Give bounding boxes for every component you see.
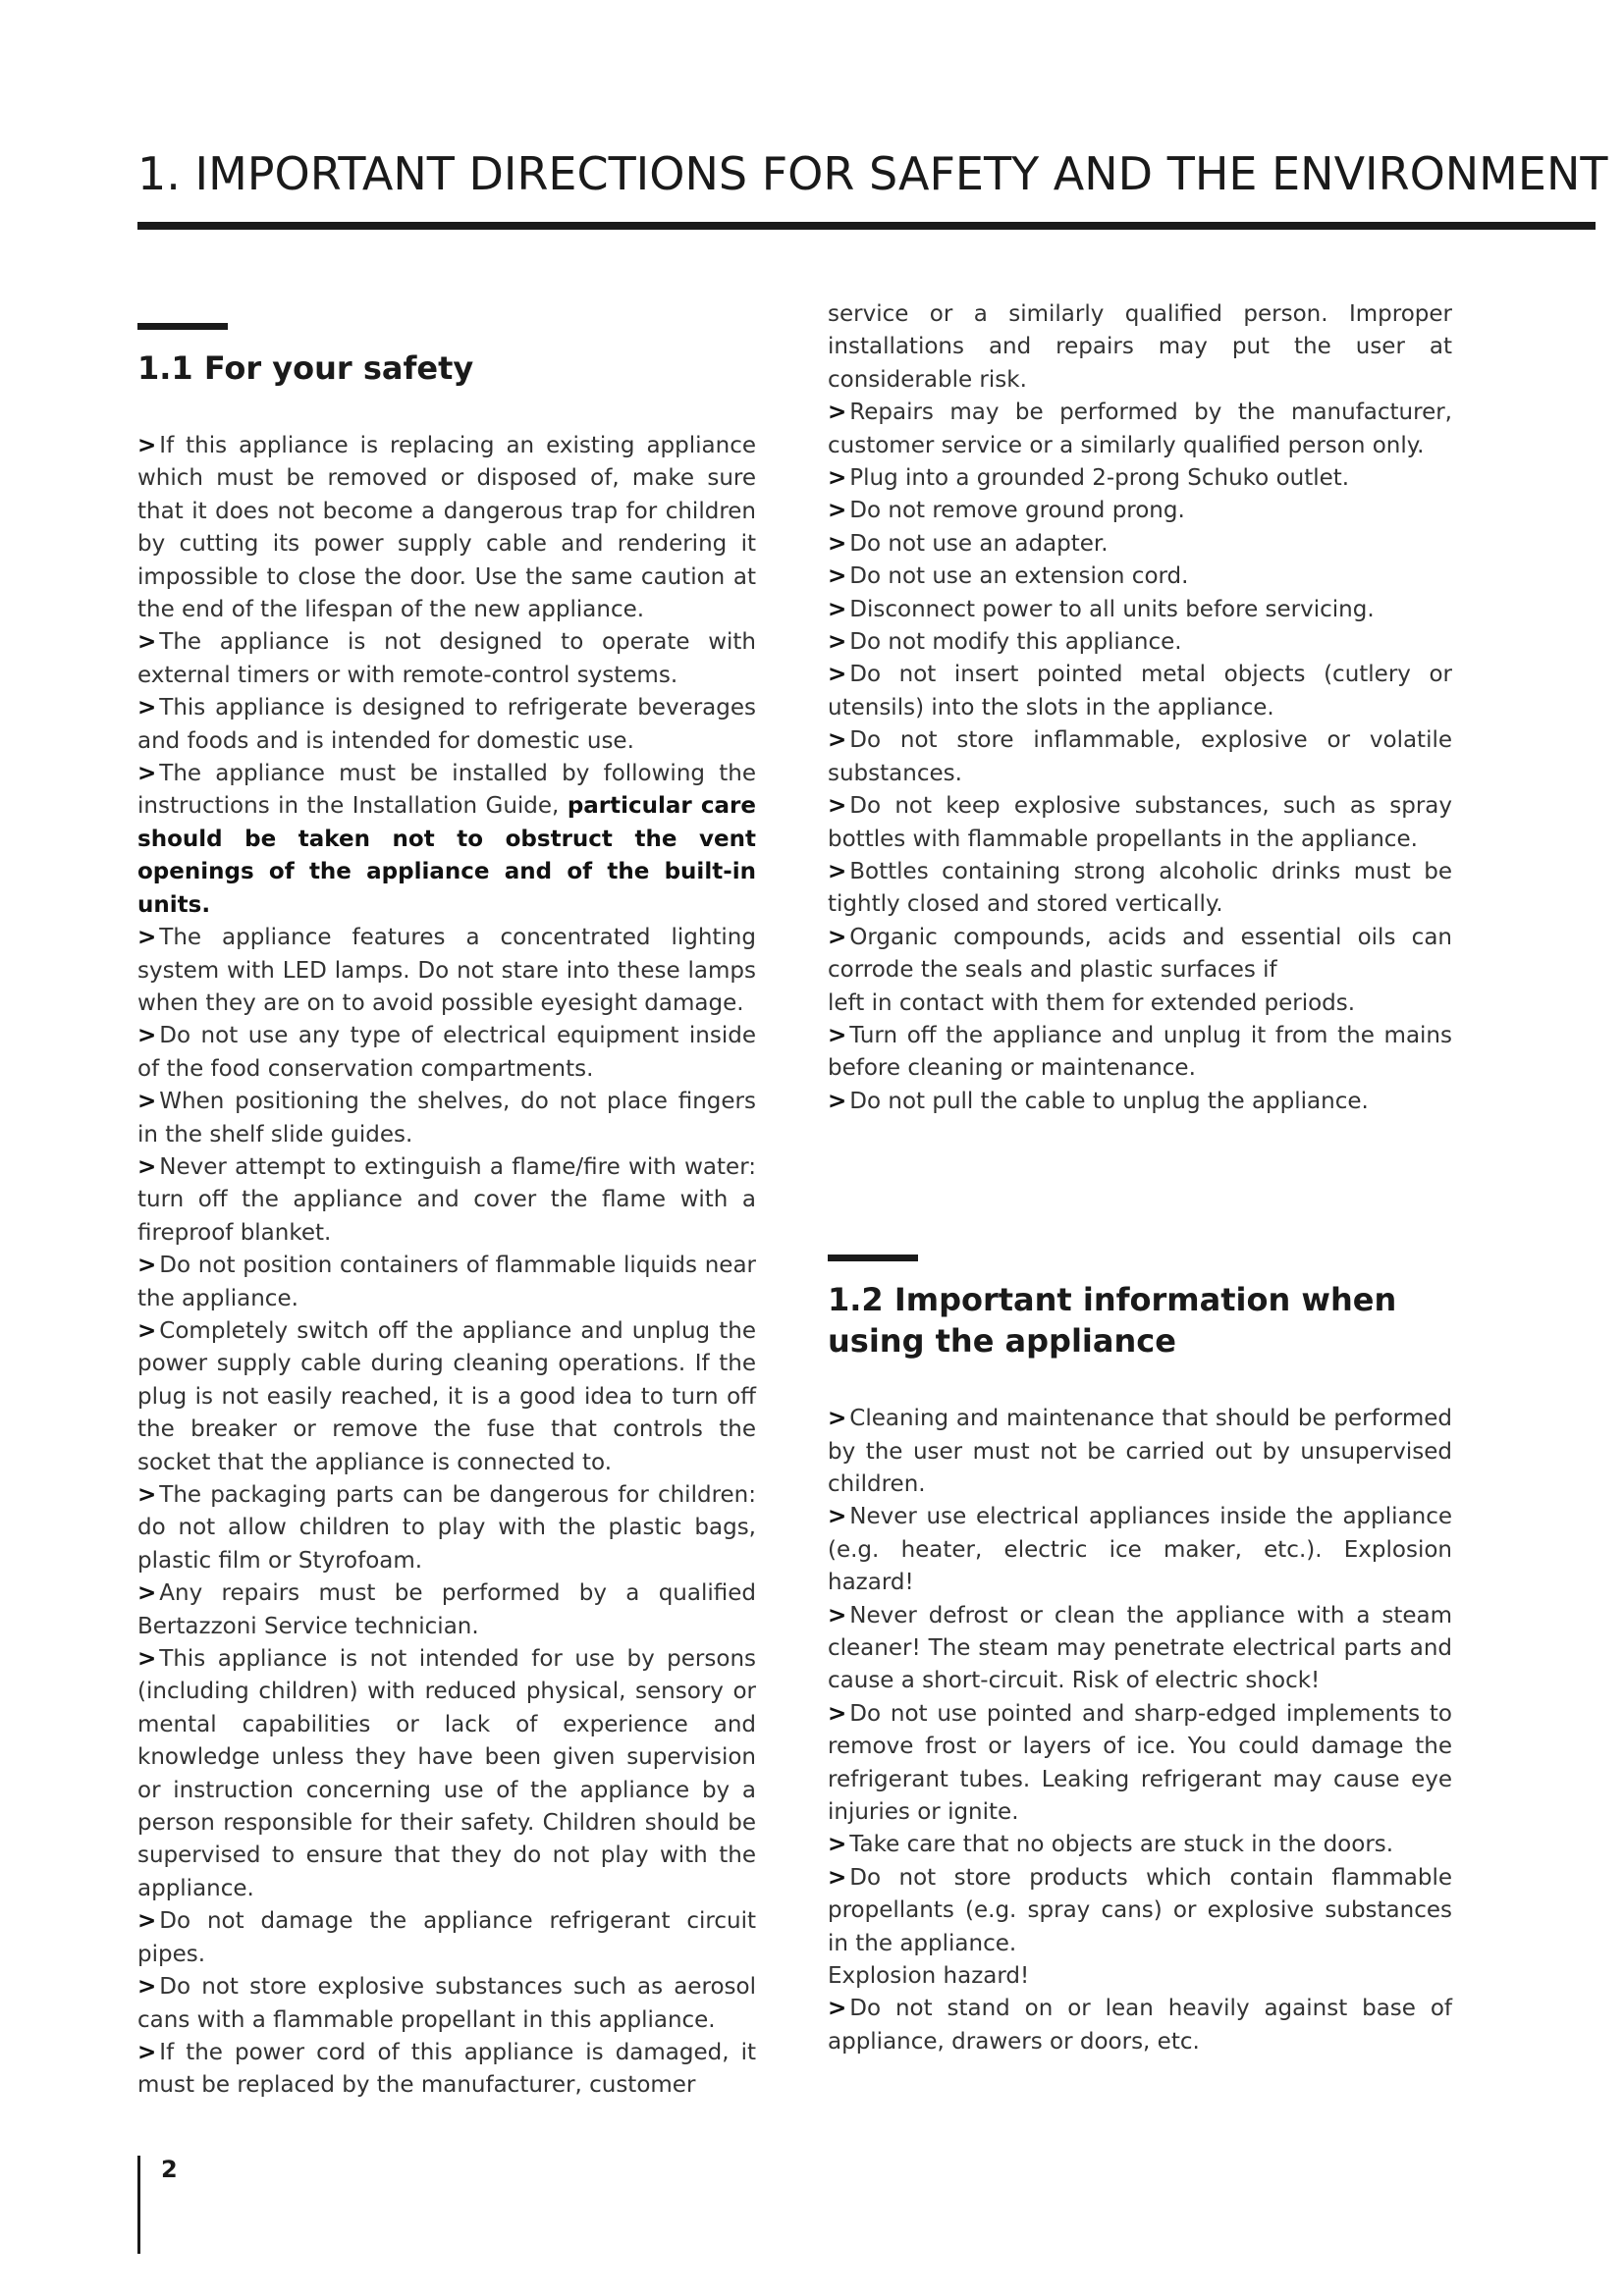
bullet-arrow: > [137,761,157,787]
bullet-arrow: > [828,1022,847,1048]
safety-item-text: The appliance features a concentrated lighting system with LED lamps. Do not stare into these lamps when they are on to avoid possible eyesight damage. [137,925,756,1016]
safety-item-emphasis: particular care should be taken not to obstruct the vent openings of the appliance and of the built-in units. [137,793,756,918]
safety-item-text: When positioning the shelves, do not place fingers in the shelf slide guides. [137,1089,756,1148]
bullet-arrow: > [137,1646,157,1673]
safety-item [828,495,1452,527]
usage-item [828,1829,1452,1861]
bullet-arrow: > [828,1832,847,1858]
safety-item-text: Repairs may be performed by the manufacturer, customer service or a similarly qualified person only. [828,400,1452,458]
bullet-arrow: > [828,858,847,884]
safety-item-text: The appliance must be installed by following the instructions in the Installation Guide, [137,761,756,820]
bullet-arrow: > [137,2039,157,2065]
safety-item-text: Do not position containers of flammable liquids near the appliance. [137,1253,756,1311]
usage-item [828,1501,1452,1599]
bullet-arrow: > [828,498,847,524]
safety-item-text: Bottles containing strong alcoholic drinks must be tightly closed and stored vertically. [828,858,1452,918]
safety-item-text: Do not use any type of electrical equipment inside of the food conservation compartments. [137,1023,756,1082]
safety-item-text: Do not keep explosive substances, such as spray bottles with flammable propellants in the appliance. [828,793,1452,852]
usage-item [828,1600,1452,1698]
bullet-arrow: > [137,1908,157,1935]
usage-item-continued [828,1960,1452,1993]
bullet-arrow: > [137,695,157,721]
bullet-arrow: > [828,563,847,590]
safety-item-text: service or a similarly qualified person. Improper installations and repairs may put the user at considerable risk. [828,301,1452,393]
safety-item-text: Do not modify this appliance. [849,629,1182,656]
bullet-arrow: > [828,629,847,656]
safety-item-text: Do not use an adapter. [849,530,1109,557]
bullet-arrow: > [137,433,157,458]
section-marker [828,1255,918,1261]
usage-item-text: Take care that no objects are stuck in the doors. [849,1832,1394,1858]
safety-item-text: Disconnect power to all units before servicing. [849,596,1375,622]
bullet-arrow: > [137,925,157,951]
safety-item-continued [828,988,1452,1020]
bullet-arrow: > [137,1089,157,1115]
safety-item [137,430,756,626]
safety-item [137,1905,756,1971]
safety-item-text: Turn off the appliance and unplug it from the mains before cleaning or maintenance. [828,1022,1452,1082]
bullet-arrow: > [137,1023,157,1049]
safety-item-text: Do not use an extension cord. [849,563,1189,590]
safety-item-text: Do not store explosive substances such as aerosol cans with a flammable propellant in this appliance. [137,1974,756,2033]
safety-item [828,659,1452,724]
safety-item [137,626,756,692]
safety-item-text: Plug into a grounded 2-prong Schuko outlet. [849,465,1350,492]
safety-item [828,626,1452,659]
page-number-bar [137,2156,140,2254]
usage-item-text: Explosion hazard! [828,1963,1030,1990]
bullet-arrow: > [828,1996,847,2022]
safety-item [828,922,1452,988]
safety-item-text: Do not remove ground prong. [849,498,1185,524]
safety-item [137,1086,756,1151]
safety-item-text: Do not store inflammable, explosive or volatile substances. [828,727,1452,786]
safety-item-text: If this appliance is replacing an existing appliance which must be removed or disposed of, make sure that it does not become a dangerous trap for children by cutting its power supply cable and rendering it impossible to close the door. Use the same caution at the end of the lifespan of the new appliance. [137,433,756,623]
safety-item-text: Completely switch off the appliance and unplug the power supply cable during cleaning operations. If the plug is not easily reached, it is a good idea to turn off the breaker or remove the fuse that controls the socket that the appliance is connected to. [137,1317,756,1475]
safety-item-text: This appliance is designed to refrigerate beverages and foods and is intended for domestic use. [137,695,756,754]
safety-item-text: Do not pull the cable to unplug the appliance. [849,1088,1369,1114]
bullet-arrow: > [137,1482,157,1508]
usage-item [828,1403,1452,1501]
bullet-arrow: > [137,1153,157,1180]
bullet-arrow: > [828,1864,847,1891]
safety-item [137,1315,756,1479]
safety-item [828,462,1452,495]
bullet-arrow: > [828,596,847,622]
safety-item-text: If the power cord of this appliance is damaged, it must be replaced by the manufacturer, customer [137,2039,756,2099]
bullet-arrow: > [828,465,847,492]
safety-item [828,594,1452,626]
left-column [137,294,756,2103]
bullet-arrow: > [828,1602,847,1629]
section-marker [137,323,228,330]
safety-item [828,724,1452,790]
safety-item [137,1643,756,1905]
safety-item-text: Organic compounds, acids and essential oils can corrode the seals and plastic surfaces if [828,924,1452,984]
bullet-arrow: > [828,924,847,950]
safety-item [137,922,756,1020]
safety-item [828,1086,1452,1118]
page-title: 1. IMPORTANT DIRECTIONS FOR SAFETY AND THE ENVIRONMENT [137,147,1608,200]
safety-item [137,2037,756,2103]
safety-item-text: The packaging parts can be dangerous for children: do not allow children to play with the plastic bags, plastic film or Styrofoam. [137,1482,756,1574]
bullet-arrow: > [828,727,847,754]
safety-item [137,1020,756,1086]
bullet-arrow: > [828,793,847,820]
safety-item [828,528,1452,561]
bullet-arrow: > [137,1253,157,1279]
safety-item [137,692,756,758]
bullet-arrow: > [137,629,157,656]
usage-item-text: Do not store products which contain flammable propellants (e.g. spray cans) or explosive substances in the appliance. [828,1864,1452,1956]
safety-item-text: left in contact with them for extended periods. [828,989,1356,1016]
usage-item-text: Do not use pointed and sharp-edged implements to remove frost or layers of ice. You could damage the refrigerant tubes. Leaking refrigerant may cause eye injuries or ignite. [828,1700,1452,1826]
safety-item-continued [828,298,1452,397]
safety-item [137,1971,756,2037]
safety-item [137,1151,756,1250]
safety-item-text: Do not damage the appliance refrigerant circuit pipes. [137,1908,756,1967]
safety-item-text: Do not insert pointed metal objects (cutlery or utensils) into the slots in the appliance. [828,662,1452,721]
bullet-arrow: > [828,1088,847,1114]
usage-item-text: Never defrost or clean the appliance with a steam cleaner! The steam may penetrate electrical parts and cause a short-circuit. Risk of electric shock! [828,1602,1452,1694]
safety-item [137,1577,756,1643]
usage-item-text: Do not stand on or lean heavily against base of appliance, drawers or doors, etc. [828,1996,1452,2055]
bullet-arrow: > [828,1406,847,1432]
column-spacer [828,1118,1452,1226]
safety-item [828,561,1452,593]
bullet-arrow: > [828,1504,847,1530]
safety-item-text: Never attempt to extinguish a flame/fire with water: turn off the appliance and cover the flame with a fireproof blanket. [137,1153,756,1246]
safety-item [828,397,1452,462]
bullet-arrow: > [828,400,847,426]
title-rule [137,222,1596,230]
section-title-safety: 1.1 For your safety [137,349,474,387]
safety-item [137,1479,756,1577]
safety-item [137,758,756,922]
usage-item-text: Cleaning and maintenance that should be performed by the user must not be carried out by unsupervised children. [828,1406,1452,1497]
safety-item-text: The appliance is not designed to operate with external timers or with remote-control systems. [137,629,756,688]
bullet-arrow: > [828,1700,847,1727]
bullet-arrow: > [137,1974,157,2001]
right-column [828,298,1452,2058]
safety-item [828,1020,1452,1086]
safety-item-text: This appliance is not intended for use by persons (including children) with reduced physical, sensory or mental capabilities or lack of experience and knowledge unless they have been given supervision or instruction concerning use of the appliance by a person responsible for their safety. Children should be supervised to ensure that they do not play with the appliance. [137,1646,756,1901]
usage-item-text: Never use electrical appliances inside the appliance (e.g. heater, electric ice maker, etc.). Explosion hazard! [828,1504,1452,1596]
page-number: 2 [161,2156,178,2183]
usage-item [828,1698,1452,1830]
bullet-arrow: > [828,530,847,557]
bullet-arrow: > [137,1317,157,1344]
safety-item-text: Any repairs must be performed by a qualified Bertazzoni Service technician. [137,1580,756,1639]
section-title-usage: 1.2 Important information when using the appliance [828,1281,1397,1361]
bullet-arrow: > [828,662,847,688]
safety-item [137,1250,756,1315]
usage-item [828,1862,1452,1960]
safety-item [828,856,1452,922]
usage-item [828,1993,1452,2058]
bullet-arrow: > [137,1580,157,1607]
safety-item [828,790,1452,856]
